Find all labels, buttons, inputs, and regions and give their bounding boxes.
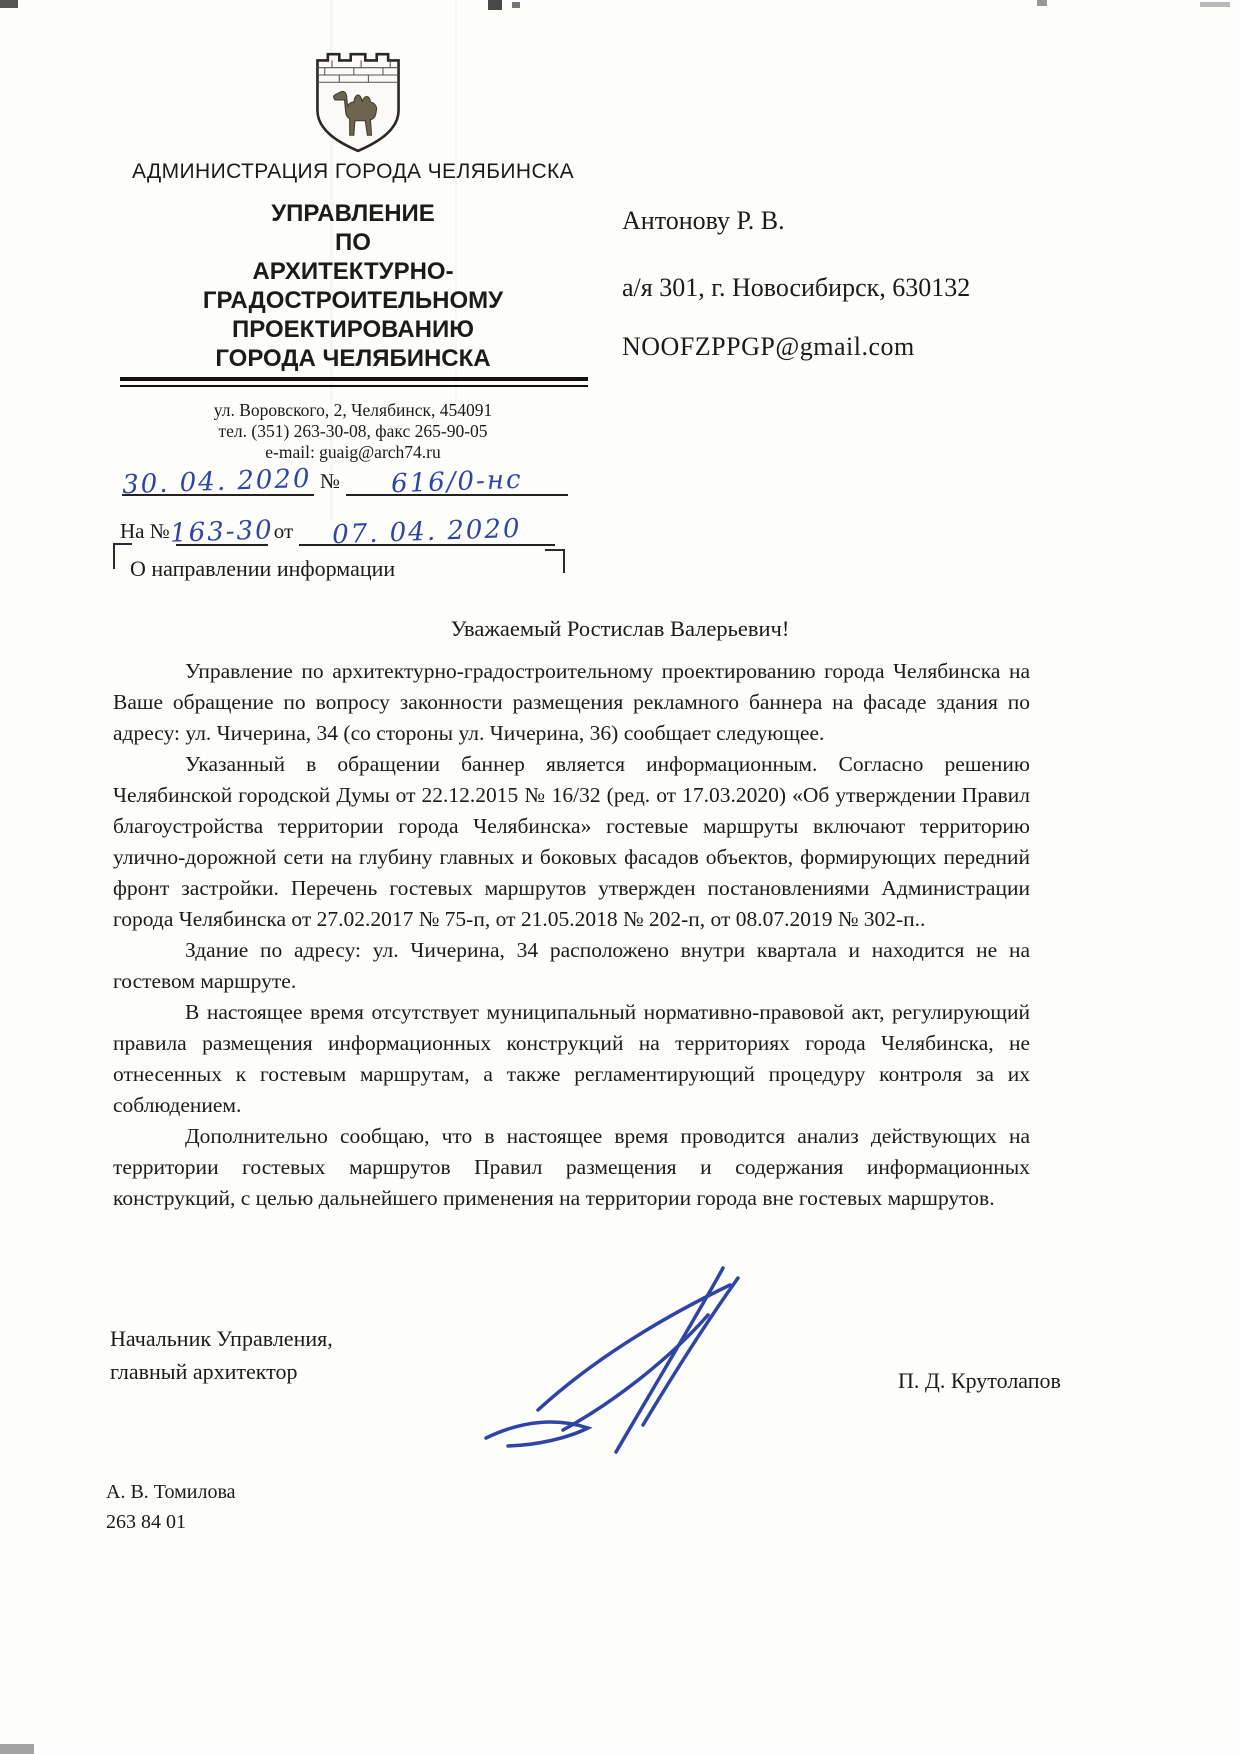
incoming-number-field xyxy=(169,506,275,549)
subject-corner-mark-right xyxy=(545,549,565,573)
letterhead-divider xyxy=(120,377,588,387)
scan-artifact xyxy=(512,2,520,8)
body-paragraph-5: Дополнительно сообщаю, что в настоящее время проводится анализ действующих на территории гостевых маршрутов Правил размещения и содержания информационных конструкций, с целью дальнейшего применения на территории города вне гостевых маршрутов. xyxy=(113,1124,1030,1210)
org-name-line: ГОРОДА ЧЕЛЯБИНСКА xyxy=(215,345,491,372)
executor-block xyxy=(106,1477,236,1537)
body-paragraph-1: Управление по архитектурно-градостроительному проектированию города Челябинска на Ваше обращение по вопросу законности размещения рекламного баннера на фасаде здания по адресу: ул. Чичерина, 34 (со стороны ул. Чичерина, 36) сообщает следующее. xyxy=(113,659,1030,745)
outgoing-number-handwritten: 616/0-нс xyxy=(390,464,524,500)
outgoing-number-field xyxy=(346,456,568,500)
scan-artifact xyxy=(1200,2,1230,7)
letterhead-email: e-mail: guaig@arch74.ru xyxy=(265,442,441,462)
signer-name: П. Д. Крутолапов xyxy=(898,1368,1061,1393)
recipient-block xyxy=(622,206,970,362)
signer-position-line2: главный архитектор xyxy=(110,1359,298,1384)
body-paragraph-2: Указанный в обращении баннер является информационным. Согласно решению Челябинской городской Думы от 22.12.2015 № 16/32 (ред. от 17.03.2020) «Об утверждении Правил благоустройства территории города Челябинска» гостевые маршруты включают территорию улично-дорожной сети на глубину главных и боковых фасадов объектов, формирующих передний фронт застройки. Перечень гостевых маршрутов утвержден постановлениями Администрации города Челябинска от 27.02.2017 № 75-п, от 21.05.2018 № 202-п, от 08.07.2019 № 302-п.. xyxy=(113,752,1030,931)
incoming-number-label: На № xyxy=(120,519,170,543)
signer-position-line1: Начальник Управления, xyxy=(110,1326,333,1351)
scan-artifact xyxy=(488,0,502,10)
outgoing-date-field xyxy=(121,456,314,501)
executor-phone: 263 84 01 xyxy=(106,1511,186,1533)
recipient-email: NOOFZPPGP@gmail.com xyxy=(622,332,915,361)
handwritten-signature-icon xyxy=(468,1260,768,1465)
org-name-line: УПРАВЛЕНИЕ xyxy=(271,200,435,227)
body-paragraph-3: Здание по адресу: ул. Чичерина, 34 расположено внутри квартала и находится не на гостевом маршруте. xyxy=(113,938,1030,993)
scan-artifact xyxy=(0,0,18,8)
incoming-date-field xyxy=(299,506,555,551)
coat-of-arms-icon xyxy=(310,50,406,154)
executor-name: А. В. Томилова xyxy=(106,1481,236,1503)
org-name-line: ПО xyxy=(335,229,371,256)
org-name-line: АРХИТЕКТУРНО- xyxy=(252,258,454,285)
number-sign-label: № xyxy=(320,469,341,493)
incoming-reference-row xyxy=(120,506,555,551)
body-paragraph-4: В настоящее время отсутствует муниципальный нормативно-правовой акт, регулирующий правила размещения информационных конструкций на территориях города Челябинска, не отнесенных к гостевым маршрутам, а также регламентирующий процедуру контроля за их соблюдением. xyxy=(113,1000,1030,1117)
outgoing-reference-row xyxy=(121,456,568,501)
letterhead-contacts xyxy=(70,400,636,463)
letter-body xyxy=(113,656,1030,1214)
letterhead-phone: тел. (351) 263-30-08, факс 265-90-05 xyxy=(218,421,488,441)
organization-name xyxy=(70,199,636,373)
letterhead-address: ул. Воровского, 2, Челябинск, 454091 xyxy=(213,400,493,420)
letter-subject: О направлении информации xyxy=(130,556,396,581)
scan-artifact xyxy=(1037,0,1047,6)
signer-position xyxy=(110,1322,333,1388)
incoming-number-handwritten: 163-30 xyxy=(169,515,275,549)
from-label: от xyxy=(273,519,294,543)
incoming-date-handwritten: 07. 04. 2020 xyxy=(332,513,523,551)
salutation: Уважаемый Ростислав Валерьевич! xyxy=(450,616,790,641)
recipient-address: а/я 301, г. Новосибирск, 630132 xyxy=(622,273,971,302)
recipient-name: Антонову Р. В. xyxy=(622,206,785,235)
org-name-line: ГРАДОСТРОИТЕЛЬНОМУ xyxy=(202,287,504,314)
outgoing-date-handwritten: 30. 04. 2020 xyxy=(121,463,312,501)
scan-artifact xyxy=(0,1744,34,1754)
org-name-line: ПРОЕКТИРОВАНИЮ xyxy=(232,316,474,343)
parent-organization-name: АДМИНИСТРАЦИЯ ГОРОДА ЧЕЛЯБИНСКА xyxy=(131,160,575,183)
